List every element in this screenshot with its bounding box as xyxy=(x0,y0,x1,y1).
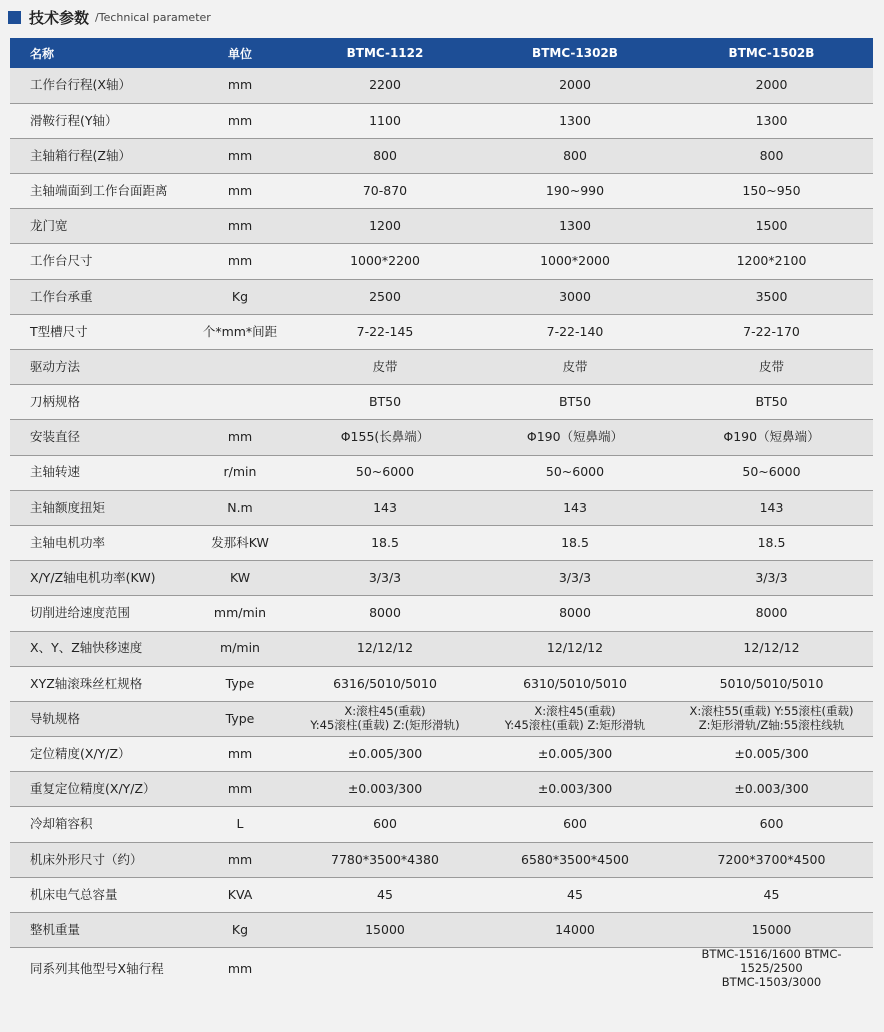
model-1-value-cell: 50~6000 xyxy=(355,464,415,480)
model-1-value-cell: ±0.003/300 xyxy=(347,781,423,797)
model-3-value-cell: 15000 xyxy=(751,921,792,937)
table-row xyxy=(10,455,873,490)
model-1-value-cell: X:滚柱45(重载) Y:45滚柱(重载) Z:(矩形滑轨) xyxy=(310,704,460,732)
model-2-value-cell: 14000 xyxy=(555,921,595,937)
unit-cell: 发那科KW xyxy=(211,534,269,550)
model-3-value-cell: X:滚柱55(重载) Y:55滚柱(重载) Z:矩形滑轨/Z轴:55滚柱线轨 xyxy=(689,704,854,732)
param-name-cell: 导轨规格 xyxy=(30,710,81,726)
param-name-cell: 定位精度(X/Y/Z） xyxy=(30,745,131,761)
model-2-value-cell: 600 xyxy=(563,816,587,832)
model-2-value-cell xyxy=(480,948,670,990)
unit-cell: Type xyxy=(225,675,255,691)
model-3-value-cell: 3/3/3 xyxy=(755,570,788,586)
model-3-value-cell: ±0.003/300 xyxy=(734,781,809,797)
table-row xyxy=(10,737,873,772)
model-1-value-cell: 18.5 xyxy=(371,534,399,550)
model-1-value-cell: 7780*3500*4380 xyxy=(331,851,439,867)
column-header-model-1: BTMC-1122 xyxy=(346,46,424,60)
model-2-value-cell: 12/12/12 xyxy=(546,640,604,656)
model-1-value-cell: 7-22-145 xyxy=(356,323,414,339)
model-2-value-cell: 50~6000 xyxy=(545,464,605,480)
param-name-cell: 滑鞍行程(Y轴） xyxy=(30,112,118,128)
model-1-value-cell: 6316/5010/5010 xyxy=(333,675,437,691)
model-1-value-cell: BT50 xyxy=(368,394,402,410)
table-row xyxy=(10,807,873,842)
model-2-value-cell: 3000 xyxy=(559,288,591,304)
model-3-value-cell: 8000 xyxy=(755,605,788,621)
model-3-value-cell: 7200*3700*4500 xyxy=(717,851,826,867)
unit-cell: r/min xyxy=(223,464,257,480)
model-3-value-cell: 600 xyxy=(759,816,784,832)
unit-cell: 个*mm*间距 xyxy=(202,323,278,339)
model-3-value-cell: 2000 xyxy=(755,77,788,93)
column-header-name: 名称 xyxy=(30,46,55,61)
section-subtitle: /Technical parameter xyxy=(95,10,211,24)
model-1-value-cell: 2500 xyxy=(369,288,401,304)
unit-cell: mm xyxy=(227,429,253,445)
table-header-row xyxy=(10,38,873,68)
model-2-value-cell: 143 xyxy=(563,499,587,515)
model-3-value-cell: 143 xyxy=(759,499,784,515)
table-row xyxy=(10,596,873,631)
model-3-value-cell: 皮带 xyxy=(758,358,784,374)
model-2-value-cell: X:滚柱45(重载) Y:45滚柱(重载) Z:矩形滑轨 xyxy=(504,704,646,732)
param-name-cell: 刀柄规格 xyxy=(30,394,81,410)
model-2-value-cell: Φ190（短鼻端） xyxy=(526,429,624,445)
param-name-cell: X/Y/Z轴电机功率(KW) xyxy=(30,570,156,586)
model-3-value-cell: 3500 xyxy=(755,288,788,304)
table-row xyxy=(10,420,873,455)
param-name-cell: 整机重量 xyxy=(30,921,81,937)
model-3-value-cell: 50~6000 xyxy=(742,464,801,480)
section-header xyxy=(8,6,211,28)
model-1-value-cell: 皮带 xyxy=(372,358,398,374)
model-1-value-cell: 70-870 xyxy=(362,182,408,198)
column-header-unit: 单位 xyxy=(227,46,252,61)
table-row xyxy=(10,103,873,138)
model-3-value-cell: 150~950 xyxy=(742,182,801,198)
table-row xyxy=(10,350,873,385)
model-1-value-cell xyxy=(290,948,480,990)
table-row xyxy=(10,279,873,314)
param-name-cell: 机床电气总容量 xyxy=(30,886,118,902)
table-row xyxy=(10,842,873,877)
param-name-cell: T型槽尺寸 xyxy=(30,323,88,339)
unit-cell: mm xyxy=(227,77,253,93)
unit-cell: m/min xyxy=(220,640,260,656)
param-name-cell: 重复定位精度(X/Y/Z） xyxy=(30,781,156,797)
model-3-value-cell: 1500 xyxy=(755,218,788,234)
model-2-value-cell: 3/3/3 xyxy=(558,570,592,586)
model-1-value-cell: 800 xyxy=(373,147,397,163)
unit-cell: L xyxy=(236,816,244,832)
column-header-model-2: BTMC-1302B xyxy=(532,46,618,60)
model-2-value-cell: 6310/5010/5010 xyxy=(523,675,627,691)
model-3-value-cell: 18.5 xyxy=(757,534,786,550)
param-name-cell: 龙门宽 xyxy=(30,218,68,234)
param-name-cell: 主轴转速 xyxy=(30,464,81,480)
model-1-value-cell: 600 xyxy=(373,816,397,832)
model-1-value-cell: 1100 xyxy=(369,112,401,128)
model-1-value-cell: 45 xyxy=(377,886,393,902)
model-2-value-cell: ±0.005/300 xyxy=(537,745,613,761)
unit-cell: mm xyxy=(227,745,253,761)
model-1-value-cell: Φ155(长鼻端） xyxy=(340,429,430,445)
model-1-value-cell: 1000*2200 xyxy=(350,253,420,269)
spec-table xyxy=(10,38,873,991)
unit-cell xyxy=(190,350,290,385)
model-1-value-cell: 8000 xyxy=(369,605,401,621)
page-footer-space xyxy=(0,990,884,1032)
model-3-value-cell: BTMC-1516/1600 BTMC-1525/2500 BTMC-1503/3000 xyxy=(701,947,842,989)
model-2-value-cell: 1300 xyxy=(559,218,591,234)
param-name-cell: 主轴端面到工作台面距离 xyxy=(30,182,168,198)
param-name-cell: 安装直径 xyxy=(30,429,81,445)
table-row xyxy=(10,385,873,420)
model-2-value-cell: 2000 xyxy=(559,77,591,93)
unit-cell xyxy=(190,385,290,420)
model-2-value-cell: 800 xyxy=(563,147,587,163)
model-3-value-cell: BT50 xyxy=(755,394,788,410)
model-2-value-cell: 18.5 xyxy=(561,534,589,550)
table-row xyxy=(10,490,873,525)
model-3-value-cell: 12/12/12 xyxy=(743,640,800,656)
model-3-value-cell: 7-22-170 xyxy=(743,323,800,339)
model-3-value-cell: 45 xyxy=(763,886,780,902)
unit-cell: mm xyxy=(227,218,253,234)
table-row xyxy=(10,209,873,244)
model-1-value-cell: 2200 xyxy=(369,77,401,93)
model-2-value-cell: 1000*2000 xyxy=(540,253,610,269)
unit-cell: mm xyxy=(227,960,253,976)
table-row xyxy=(10,666,873,701)
param-name-cell: 工作台承重 xyxy=(30,288,93,304)
table-row xyxy=(10,138,873,173)
param-name-cell: 机床外形尺寸（约） xyxy=(30,851,143,867)
param-name-cell: 主轴额度扭矩 xyxy=(30,499,106,515)
model-2-value-cell: 6580*3500*4500 xyxy=(521,851,629,867)
table-row xyxy=(10,314,873,349)
section-title: 技术参数 xyxy=(29,8,90,27)
model-2-value-cell: 190~990 xyxy=(545,182,605,198)
model-2-value-cell: 45 xyxy=(567,886,583,902)
unit-cell: mm xyxy=(227,253,253,269)
model-2-value-cell: ±0.003/300 xyxy=(537,781,613,797)
param-name-cell: 切削进给速度范围 xyxy=(30,605,131,621)
model-3-value-cell: 5010/5010/5010 xyxy=(719,675,824,691)
section-marker-icon xyxy=(8,11,21,24)
param-name-cell: 主轴电机功率 xyxy=(30,534,106,550)
table-row xyxy=(10,244,873,279)
param-name-cell: 驱动方法 xyxy=(30,358,81,374)
unit-cell: Type xyxy=(225,710,255,726)
table-row xyxy=(10,772,873,807)
param-name-cell: 同系列其他型号X轴行程 xyxy=(30,960,164,976)
table-row xyxy=(10,525,873,560)
table-row xyxy=(10,631,873,666)
model-2-value-cell: 1300 xyxy=(559,112,591,128)
model-1-value-cell: 3/3/3 xyxy=(368,570,402,586)
unit-cell: mm xyxy=(227,182,253,198)
model-1-value-cell: ±0.005/300 xyxy=(347,745,423,761)
table-row xyxy=(10,913,873,948)
table-row xyxy=(10,948,873,990)
param-name-cell: X、Y、Z轴快移速度 xyxy=(30,640,143,656)
unit-cell: Kg xyxy=(231,921,249,937)
param-name-cell: 工作台尺寸 xyxy=(30,253,93,269)
model-1-value-cell: 15000 xyxy=(365,921,405,937)
model-2-value-cell: 皮带 xyxy=(562,358,588,374)
model-3-value-cell: Φ190（短鼻端） xyxy=(723,429,820,445)
unit-cell: mm xyxy=(227,781,253,797)
table-row xyxy=(10,68,873,103)
param-name-cell: 主轴箱行程(Z轴） xyxy=(30,147,131,163)
table-row xyxy=(10,561,873,596)
param-name-cell: 冷却箱容积 xyxy=(30,816,93,832)
unit-cell: mm xyxy=(227,147,253,163)
model-1-value-cell: 12/12/12 xyxy=(356,640,414,656)
table-row xyxy=(10,174,873,209)
unit-cell: KW xyxy=(229,570,251,586)
param-name-cell: XYZ轴滚珠丝杠规格 xyxy=(30,675,143,691)
model-3-value-cell: 800 xyxy=(759,147,784,163)
model-3-value-cell: 1300 xyxy=(755,112,788,128)
param-name-cell: 工作台行程(X轴） xyxy=(30,77,131,93)
unit-cell: mm/min xyxy=(213,605,267,621)
model-2-value-cell: 8000 xyxy=(559,605,591,621)
table-row xyxy=(10,877,873,912)
model-3-value-cell: ±0.005/300 xyxy=(734,745,809,761)
model-2-value-cell: BT50 xyxy=(558,394,592,410)
model-2-value-cell: 7-22-140 xyxy=(546,323,604,339)
unit-cell: Kg xyxy=(231,288,249,304)
unit-cell: mm xyxy=(227,112,253,128)
model-1-value-cell: 143 xyxy=(373,499,397,515)
unit-cell: mm xyxy=(227,851,253,867)
unit-cell: N.m xyxy=(227,499,253,515)
model-3-value-cell: 1200*2100 xyxy=(736,253,807,269)
column-header-model-3: BTMC-1502B xyxy=(728,46,815,60)
model-1-value-cell: 1200 xyxy=(369,218,401,234)
table-row xyxy=(10,701,873,736)
unit-cell: KVA xyxy=(227,886,253,902)
